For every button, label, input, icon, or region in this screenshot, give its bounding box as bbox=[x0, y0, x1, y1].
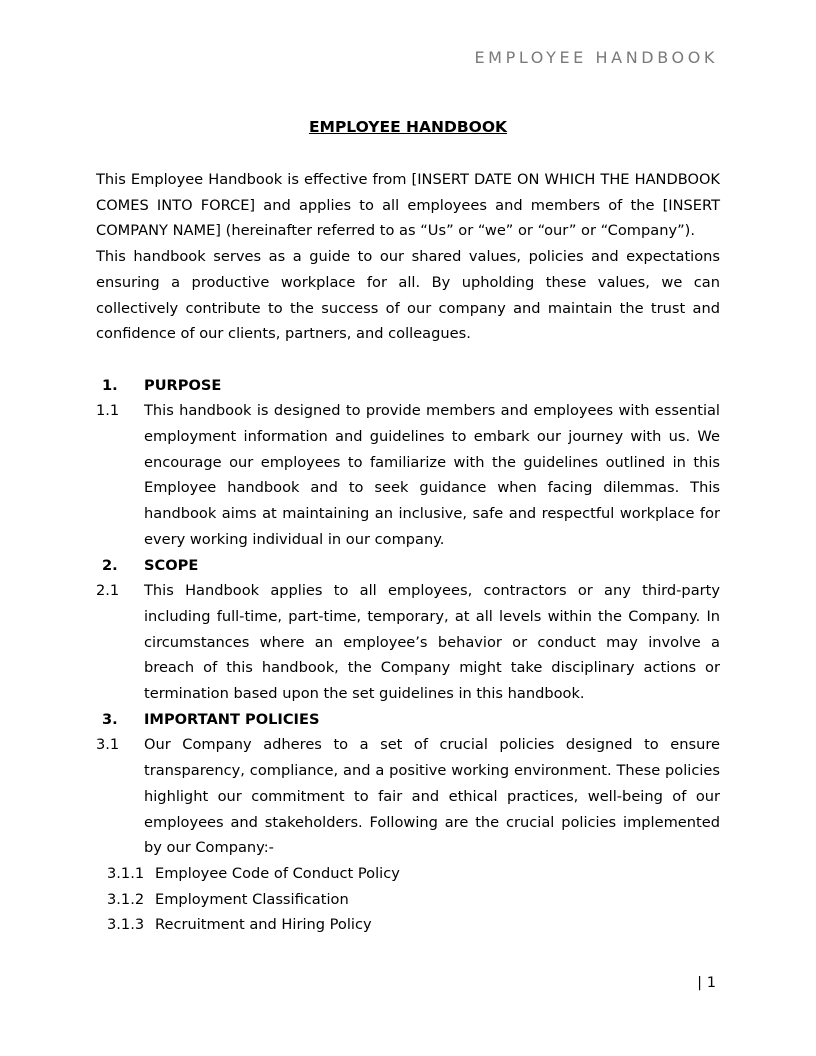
sub-item-3-1-3 bbox=[96, 912, 720, 938]
section-heading-purpose bbox=[96, 373, 720, 399]
sub-item-number: 3.1.2 bbox=[107, 890, 145, 908]
sub-item-3-1-2 bbox=[96, 887, 720, 913]
section-heading-text: SCOPE bbox=[144, 556, 199, 574]
section-number: 2. bbox=[102, 556, 118, 574]
section-heading-text: PURPOSE bbox=[144, 376, 222, 394]
document-title: EMPLOYEE HANDBOOK bbox=[308, 118, 508, 136]
sub-item-text: Recruitment and Hiring Policy bbox=[155, 916, 372, 934]
clause-text: This Handbook applies to all employees, contractors or any third-party including full-time, part-time, temporary, at all levels within the Company. In circumstances where an employee’s behavior or conduct may involve a breach of this handbook, the Company might take disciplinary actions or termination based upon the set guidelines in this handbook. bbox=[144, 582, 720, 703]
clause-number: 2.1 bbox=[96, 582, 120, 600]
clause-number: 3.1 bbox=[96, 736, 120, 754]
sub-item-number: 3.1.1 bbox=[107, 864, 145, 882]
clause-3-1 bbox=[96, 732, 720, 861]
section-heading-text: IMPORTANT POLICIES bbox=[144, 710, 320, 728]
document-body bbox=[96, 116, 720, 938]
section-number: 1. bbox=[102, 376, 118, 394]
section-number: 3. bbox=[102, 710, 118, 728]
spacer bbox=[96, 347, 720, 373]
running-header-title: EMPLOYEE HANDBOOK bbox=[474, 48, 718, 67]
page-number: | 1 bbox=[697, 974, 716, 991]
sub-item-number: 3.1.3 bbox=[107, 916, 145, 934]
intro-paragraph-2: This handbook serves as a guide to our shared values, policies and expectations ensuring a productive workplace for all. By upholding these values, we can collectively contribute to the success of our company and maintain the trust and confidence of our clients, partners, and colleagues. bbox=[96, 248, 720, 343]
section-heading-important-policies bbox=[96, 707, 720, 733]
sub-item-text: Employee Code of Conduct Policy bbox=[155, 864, 400, 882]
clause-2-1 bbox=[96, 578, 720, 707]
sub-item-text: Employment Classification bbox=[155, 890, 349, 908]
clause-text: This handbook is designed to provide members and employees with essential employment information and guidelines to embark our journey with us. We encourage our employees to familiarize with the guidelines outlined in this Employee handbook and to seek guidance when facing dilemmas. This handbook aims at maintaining an inclusive, safe and respectful workplace for every working individual in our company. bbox=[144, 402, 720, 548]
clause-1-1 bbox=[96, 398, 720, 552]
clause-text: Our Company adheres to a set of crucial policies designed to ensure transparency, compliance, and a positive working environment. These policies highlight our commitment to fair and ethical practices, well-being of our employees and stakeholders. Following are the crucial policies implemented by our Company:- bbox=[144, 736, 720, 857]
sub-item-3-1-1 bbox=[96, 861, 720, 887]
intro-paragraph-1: This Employee Handbook is effective from [INSERT DATE ON WHICH THE HANDBOOK COMES INTO FORCE] and applies to all employees and members of the [INSERT COMPANY NAME] (hereinafter referred to as “Us” or “we” or “our” or “Company”). bbox=[96, 171, 720, 240]
clause-number: 1.1 bbox=[96, 402, 120, 420]
section-heading-scope bbox=[96, 553, 720, 579]
